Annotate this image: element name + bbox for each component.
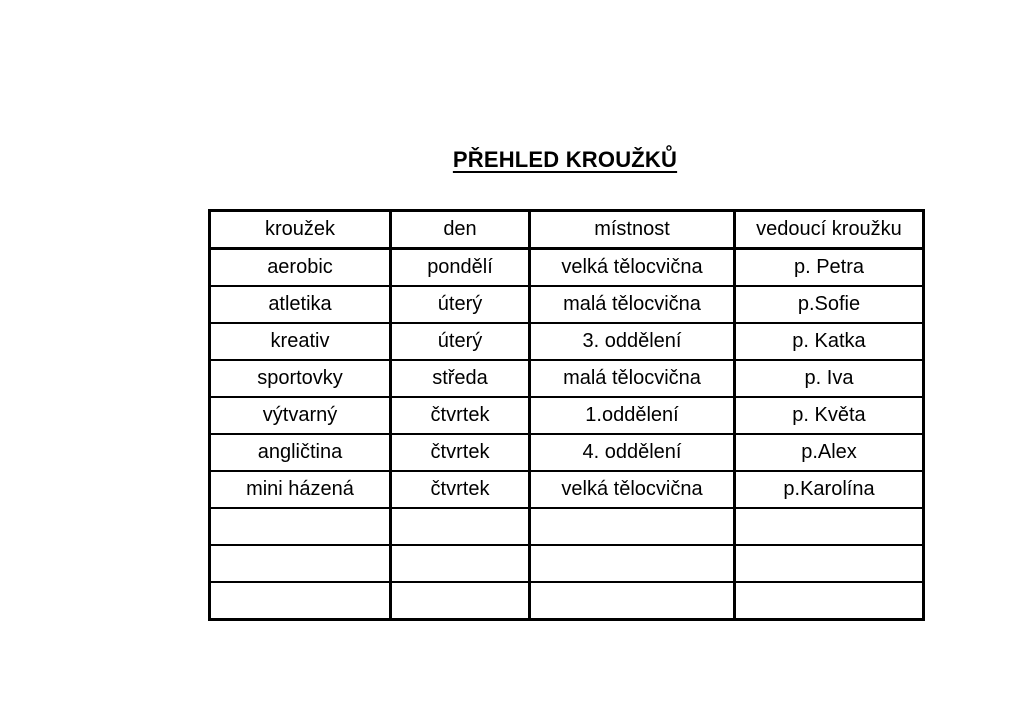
leader-cell: p. Katka	[735, 323, 924, 360]
table-row-empty	[210, 545, 924, 582]
day-cell: středa	[391, 360, 530, 397]
table-row	[210, 397, 924, 434]
leader-cell	[735, 508, 924, 545]
room-cell	[530, 545, 735, 582]
page-title: PŘEHLED KROUŽKŮ	[452, 147, 678, 172]
leader-cell: p.Karolína	[735, 471, 924, 508]
activity-cell: výtvarný	[210, 397, 391, 434]
leader-cell: p.Sofie	[735, 286, 924, 323]
day-cell: úterý	[391, 286, 530, 323]
day-cell	[391, 508, 530, 545]
day-cell: pondělí	[391, 249, 530, 287]
room-cell: malá tělocvična	[530, 286, 735, 323]
room-cell: velká tělocvična	[530, 249, 735, 287]
room-cell	[530, 508, 735, 545]
leader-cell	[735, 582, 924, 620]
day-cell	[391, 582, 530, 620]
room-cell: 4. oddělení	[530, 434, 735, 471]
table-row	[210, 249, 924, 287]
leader-cell: p. Petra	[735, 249, 924, 287]
table-row-empty	[210, 582, 924, 620]
day-cell: čtvrtek	[391, 434, 530, 471]
day-cell: čtvrtek	[391, 471, 530, 508]
activity-cell: aerobic	[210, 249, 391, 287]
table-row	[210, 360, 924, 397]
room-cell: malá tělocvična	[530, 360, 735, 397]
column-header-day: den	[391, 211, 530, 249]
table-row	[210, 286, 924, 323]
activity-cell: mini házená	[210, 471, 391, 508]
day-cell	[391, 545, 530, 582]
activity-cell: kreativ	[210, 323, 391, 360]
table-header-row	[210, 211, 924, 249]
room-cell: velká tělocvična	[530, 471, 735, 508]
activities-table	[208, 209, 925, 621]
table-row	[210, 323, 924, 360]
activity-cell: sportovky	[210, 360, 391, 397]
room-cell: 1.oddělení	[530, 397, 735, 434]
column-header-room: místnost	[530, 211, 735, 249]
leader-cell: p.Alex	[735, 434, 924, 471]
table-row	[210, 471, 924, 508]
activity-cell	[210, 582, 391, 620]
day-cell: čtvrtek	[391, 397, 530, 434]
activity-cell: atletika	[210, 286, 391, 323]
leader-cell: p. Iva	[735, 360, 924, 397]
column-header-leader: vedoucí kroužku	[735, 211, 924, 249]
day-cell: úterý	[391, 323, 530, 360]
room-cell: 3. oddělení	[530, 323, 735, 360]
room-cell	[530, 582, 735, 620]
column-header-activity: kroužek	[210, 211, 391, 249]
leader-cell	[735, 545, 924, 582]
activity-cell	[210, 545, 391, 582]
leader-cell: p. Květa	[735, 397, 924, 434]
activity-cell: angličtina	[210, 434, 391, 471]
table-row-empty	[210, 508, 924, 545]
table-row	[210, 434, 924, 471]
activity-cell	[210, 508, 391, 545]
